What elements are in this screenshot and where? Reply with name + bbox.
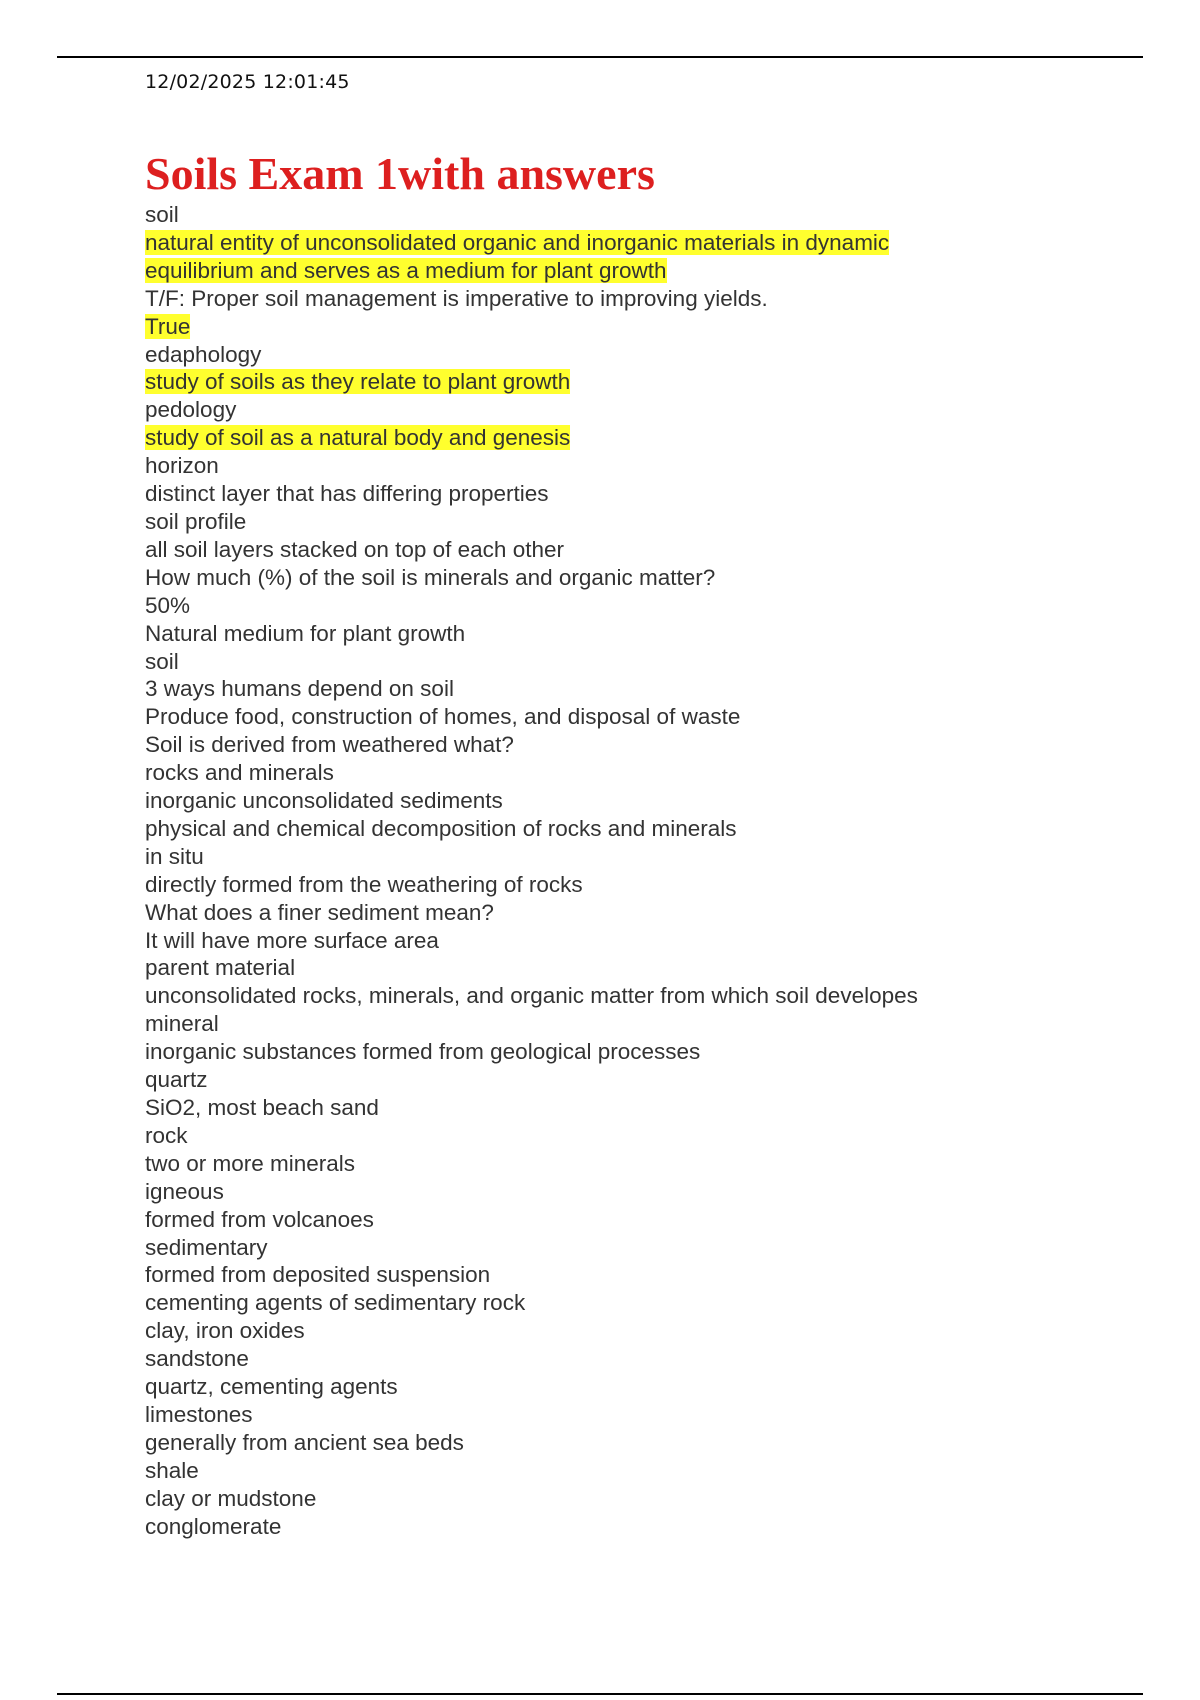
text-line [145,1010,1105,1038]
text-line [145,675,1105,703]
line-text: soil [145,202,179,227]
text-line [145,1457,1105,1485]
line-text: 50% [145,592,191,618]
line-text: inorganic substances formed from geological processes [145,1039,701,1065]
text-line [145,396,1105,424]
line-text: edaphology [145,341,262,367]
line-text: in situ [145,843,204,869]
line-text: distinct layer that has differing properties [145,481,549,507]
line-text: study of soil as a natural body and genesis [145,425,571,451]
line-text: cementing agents of sedimentary rock [145,1290,526,1316]
line-text: clay or mudstone [145,1485,317,1511]
line-text: inorganic unconsolidated sediments [145,788,503,814]
text-line [145,787,1105,815]
line-text: pedology [145,397,237,423]
text-line [145,1206,1105,1234]
line-text: rocks and minerals [145,760,334,786]
line-text: all soil layers stacked on top of each other [145,536,564,562]
text-line [145,731,1105,759]
highlighted-text-line [145,368,1105,396]
line-text: generally from ancient sea beds [145,1429,464,1455]
text-line [145,1066,1105,1094]
text-line [145,536,1105,564]
line-text: How much (%) of the soil is minerals and organic matter? [145,564,716,590]
document-body [145,201,1105,1541]
line-text: Produce food, construction of homes, and disposal of waste [145,704,741,730]
text-line [145,592,1105,620]
line-text: rock [145,1122,188,1148]
text-line [145,452,1105,480]
line-text: 3 ways humans depend on soil [145,676,454,702]
text-line [145,871,1105,899]
text-line [145,1373,1105,1401]
line-text: limestones [145,1401,253,1427]
text-line [145,1261,1105,1289]
text-line [145,1345,1105,1373]
text-line [145,201,1105,229]
line-text: True [145,313,191,339]
text-line [145,1429,1105,1457]
line-text: two or more minerals [145,1150,356,1176]
text-line [145,1234,1105,1262]
text-line [145,341,1105,369]
text-line [145,982,1105,1010]
text-line [145,620,1105,648]
line-text: formed from deposited suspension [145,1262,491,1288]
line-text: parent material [145,955,296,981]
text-line [145,843,1105,871]
text-line [145,703,1105,731]
text-line [145,815,1105,843]
text-line [145,1513,1105,1541]
header-rule [57,56,1143,58]
text-line [145,759,1105,787]
line-text: quartz, cementing agents [145,1374,398,1400]
line-text: sandstone [145,1346,249,1372]
line-text: shale [145,1457,199,1483]
line-text: igneous [145,1178,224,1204]
line-text: unconsolidated rocks, minerals, and organic matter from which soil developes [145,983,918,1009]
text-line [145,954,1105,982]
line-text: natural entity of unconsolidated organic and inorganic materials in dynamic [145,229,890,255]
line-text: soil profile [145,508,247,534]
text-line [145,1150,1105,1178]
document-title: Soils Exam 1with answers [145,148,655,199]
text-line [145,480,1105,508]
text-line [145,899,1105,927]
text-line [145,1401,1105,1429]
text-line [145,1122,1105,1150]
text-line [145,508,1105,536]
line-text: horizon [145,453,219,479]
highlighted-text-line [145,313,1105,341]
text-line [145,1094,1105,1122]
line-text: Natural medium for plant growth [145,620,466,646]
line-text: What does a finer sediment mean? [145,899,494,925]
highlighted-text-line [145,257,1105,285]
text-line [145,1485,1105,1513]
line-text: clay, iron oxides [145,1318,305,1344]
text-line [145,1178,1105,1206]
highlighted-text-line [145,229,1105,257]
footer-rule [57,1693,1143,1695]
line-text: quartz [145,1067,208,1093]
timestamp: 12/02/2025 12:01:45 [145,71,350,93]
text-line [145,1038,1105,1066]
line-text: formed from volcanoes [145,1206,374,1232]
line-text: mineral [145,1011,219,1037]
text-line [145,285,1105,313]
line-text: Soil is derived from weathered what? [145,732,514,758]
line-text: sedimentary [145,1234,268,1260]
highlighted-text-line [145,424,1105,452]
line-text: physical and chemical decomposition of rocks and minerals [145,815,737,841]
line-text: soil [145,648,179,674]
text-line [145,1289,1105,1317]
text-line [145,564,1105,592]
text-line [145,1317,1105,1345]
line-text: directly formed from the weathering of rocks [145,871,583,897]
text-line [145,648,1105,676]
line-text: study of soils as they relate to plant growth [145,369,571,395]
line-text: T/F: Proper soil management is imperative to improving yields. [145,285,768,311]
line-text: equilibrium and serves as a medium for plant growth [145,257,667,283]
line-text: conglomerate [145,1513,282,1539]
text-line [145,927,1105,955]
line-text: It will have more surface area [145,927,439,953]
line-text: SiO2, most beach sand [145,1095,379,1120]
